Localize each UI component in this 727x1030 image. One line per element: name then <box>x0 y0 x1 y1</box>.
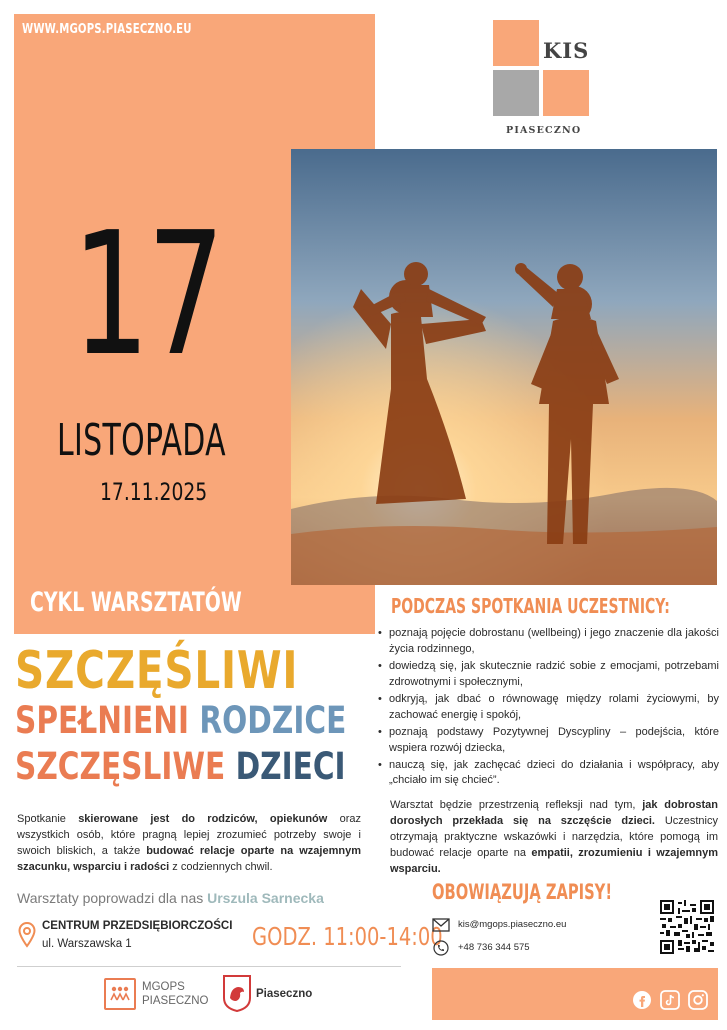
headline-word-happy: SZCZĘSLIWE <box>15 745 226 788</box>
tiktok-icon[interactable] <box>660 990 680 1010</box>
event-hours: GODZ. 11:00-14:00 <box>252 922 443 951</box>
headline-word-parents: RODZICE <box>199 699 347 742</box>
family-silhouette-photo <box>291 149 717 585</box>
contact-email[interactable]: kis@mgops.piaseczno.eu <box>458 919 567 930</box>
location-pin-icon <box>18 922 36 948</box>
website-url[interactable]: WWW.MGOPS.PIASECZNO.EU <box>22 22 192 37</box>
venue-name: CENTRUM PRZEDSIĘBIORCZOŚCI <box>42 920 233 932</box>
intro-paragraph: Spotkanie skierowane jest do rodziców, opiekunów oraz wszystkich osób, które pragną lepiej zrozumieć potrzeby swoje i swoich bliskich, a także budować relacje oparte na wzajemnym szacunku, wsparciu i radości z codziennych chwil. <box>17 813 361 873</box>
host-name: Urszula Sarnecka <box>207 890 324 906</box>
list-item: • odkryją, jak dbać o równowagę między rolami życiowymi, by zachować energię i spokój, <box>376 692 719 724</box>
event-date: 17.11.2025 <box>100 478 208 506</box>
list-item: • poznają podstawy Pozytywnej Dyscypliny – podejścia, które wspiera rozwój dziecka, <box>376 725 719 757</box>
headline-word-fulfilled: SPEŁNIENI <box>15 699 190 742</box>
signup-title: OBOWIĄZUJĄ ZAPISY! <box>432 880 613 904</box>
list-item: • poznają pojęcie dobrostanu (wellbeing) i jego znaczenie dla jakości życia rodzinnego, <box>376 626 719 658</box>
logo-city: PIASECZNO <box>506 125 582 136</box>
envelope-icon <box>432 918 450 934</box>
contact-phone[interactable]: +48 736 344 575 <box>458 942 530 953</box>
headline-word-children: DZIECI <box>235 745 346 788</box>
list-item: • nauczą się, jak zachęcać dzieci do działania i współpracy, aby „chciało im się chcieć”. <box>376 758 719 790</box>
divider <box>17 966 401 967</box>
headline-line-3 <box>15 745 346 788</box>
venue-street: ul. Warszawska 1 <box>42 938 132 950</box>
headline-line-1: SZCZĘŚLIWI <box>15 641 299 701</box>
piaseczno-crest-icon <box>222 974 252 1012</box>
qr-code[interactable] <box>660 900 714 954</box>
outcomes-list <box>376 626 719 790</box>
event-month: LISTOPADA <box>57 415 226 466</box>
host-line: Warsztaty poprowadzi dla nas Urszula Sarnecka <box>17 890 324 906</box>
summary-paragraph: Warsztat będzie przestrzenią refleksji nad tym, jak dobrostan dorosłych przekłada się na szczęście dzieci. Uczestnicy otrzymają praktyczne wskazówki i narzędzia, które pomogą im budować relacje oparte na empatii, zrozumieniu i wzajemnym wsparciu. <box>390 799 718 875</box>
list-item: • dowiedzą się, jak skutecznie radzić sobie z emocjami, potrzebami zdrowotnymi i społecznymi, <box>376 659 719 691</box>
during-meeting-title: PODCZAS SPOTKANIA UCZESTNICY: <box>391 594 670 618</box>
event-day: 17 <box>72 196 222 394</box>
piaseczno-logo: Piaseczno <box>222 974 252 1017</box>
phone-icon <box>432 940 450 956</box>
series-title: CYKL WARSZTATÓW <box>30 587 242 618</box>
headline-line-2 <box>15 699 347 742</box>
instagram-icon[interactable] <box>688 990 708 1010</box>
mgops-logo-mark <box>104 978 136 1010</box>
logo-name: KIS <box>543 38 590 63</box>
facebook-icon[interactable] <box>632 990 652 1010</box>
